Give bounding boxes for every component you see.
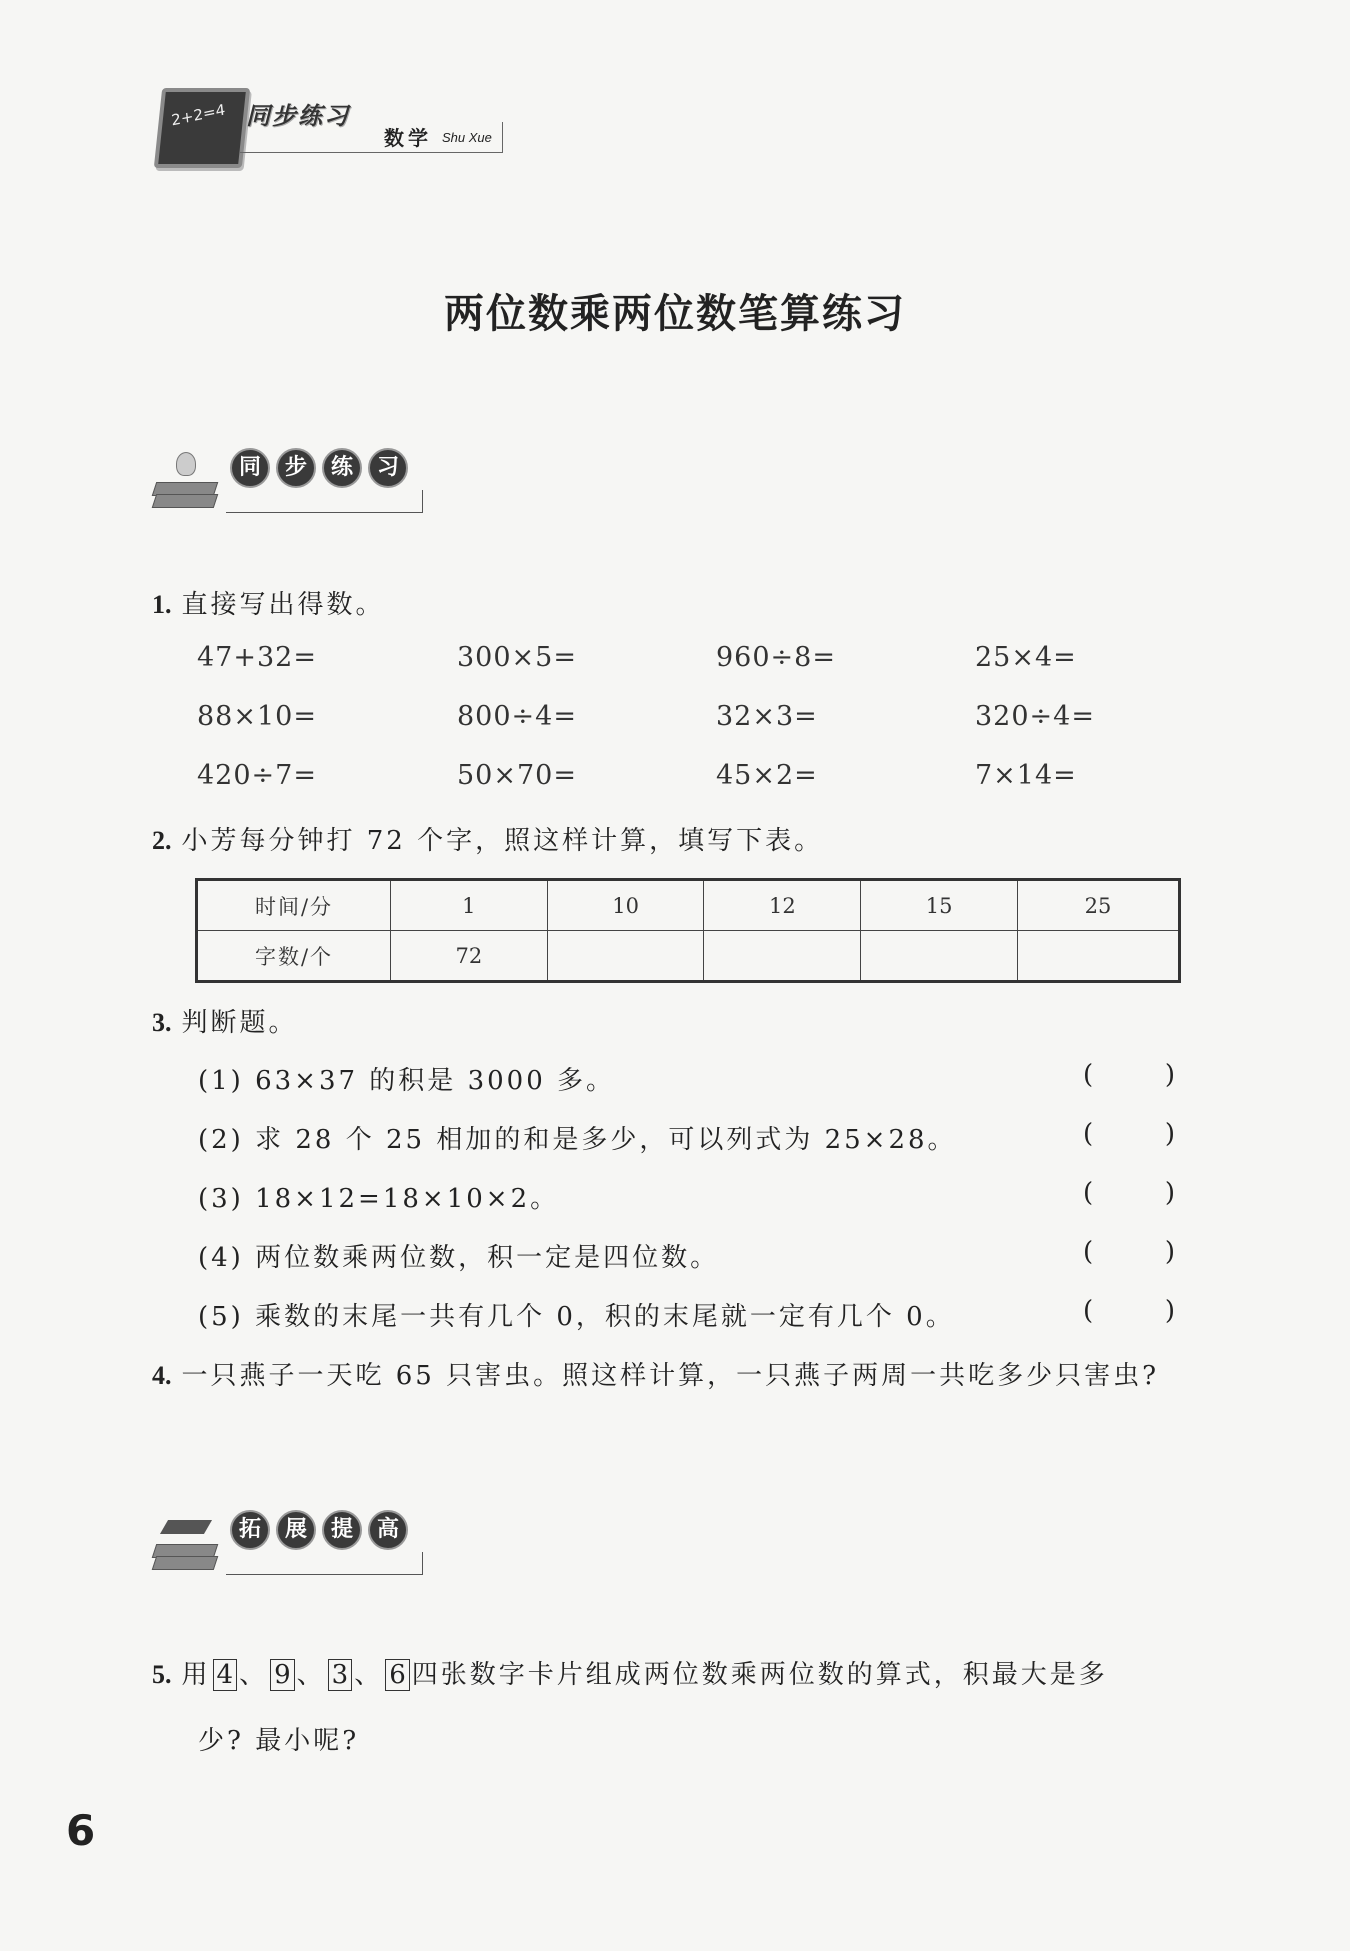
answer-cell[interactable] [704,931,861,982]
table-cell: 10 [547,880,704,931]
judge-item: (1) 63×37 的积是 3000 多。 [198,1066,616,1096]
digit-card: 4 [213,1659,238,1691]
question-2 [152,820,823,857]
section-char: 拓 [230,1510,270,1550]
answer-paren[interactable]: ( ) [1083,1060,1175,1090]
question-number: 4. [152,1361,172,1390]
question-3 [152,1002,298,1039]
separator: 、 [296,1660,326,1690]
section-char: 同 [230,448,270,488]
badge-title: 同步练习 [246,102,350,130]
section-char: 习 [368,448,408,488]
calc-item: 25×4= [975,642,1077,673]
question-4 [152,1355,1159,1392]
answer-cell[interactable] [861,931,1018,982]
question-text: 判断题。 [181,1008,298,1038]
question-number: 3. [152,1008,172,1037]
books-lamp-icon [154,452,218,508]
calc-item: 7×14= [975,760,1077,791]
digit-card: 6 [385,1659,410,1691]
page-number: 6 [66,1806,96,1855]
section-char: 提 [322,1510,362,1550]
table-row [197,931,1180,982]
section-label-extension [230,1510,408,1550]
calc-item: 800÷4= [457,701,577,732]
chalkboard-text: 2+2=4 [170,100,227,130]
table-cell: 72 [391,931,548,982]
question-number: 2. [152,826,172,855]
question-text: 用 [181,1660,211,1690]
section-char: 高 [368,1510,408,1550]
judge-item: (5) 乘数的末尾一共有几个 0，积的末尾就一定有几个 0。 [198,1302,955,1332]
calc-item: 88×10= [197,701,317,732]
subject-pinyin: Shu Xue [442,130,492,145]
calc-item: 300×5= [457,642,577,673]
table-cell: 字数/个 [197,931,391,982]
question-1 [152,584,385,621]
question-5-line2: 少? 最小呢? [198,1726,360,1756]
header-divider [240,152,502,153]
judge-item: (4) 两位数乘两位数，积一定是四位数。 [198,1243,720,1273]
calc-item: 45×2= [716,760,818,791]
page-title: 两位数乘两位数笔算练习 [444,290,906,337]
judge-item: (3) 18×12=18×10×2。 [198,1184,560,1214]
digit-card: 3 [328,1659,353,1691]
answer-cell[interactable] [547,931,704,982]
table-cell: 25 [1017,880,1179,931]
question-text: 小芳每分钟打 72 个字，照这样计算，填写下表。 [181,826,824,856]
calc-item: 32×3= [716,701,818,732]
table-cell: 15 [861,880,1018,931]
calc-item: 47+32= [197,642,317,673]
books-cap-icon [154,1514,218,1570]
table-cell: 1 [391,880,548,931]
table-cell: 时间/分 [197,880,391,931]
chalkboard-icon [154,88,250,168]
section-header-extension [150,1500,450,1580]
subject-name: 数学 [384,126,432,150]
question-text: 一只燕子一天吃 65 只害虫。照这样计算，一只燕子两周一共吃多少只害虫? [181,1361,1160,1391]
section-label-practice [230,448,408,488]
question-5 [152,1654,1108,1691]
answer-paren[interactable]: ( ) [1083,1119,1175,1149]
answer-cell[interactable] [1017,931,1179,982]
subject-label [380,122,503,153]
calc-item: 50×70= [457,760,577,791]
separator: 、 [239,1660,269,1690]
question-text: 直接写出得数。 [181,590,385,620]
typing-table [195,878,1181,983]
section-char: 展 [276,1510,316,1550]
question-number: 1. [152,590,172,619]
digit-card: 9 [270,1659,295,1691]
question-text: 四张数字卡片组成两位数乘两位数的算式，积最大是多 [411,1660,1108,1690]
question-number: 5. [152,1660,172,1689]
table-row [197,880,1180,931]
calc-item: 420÷7= [197,760,317,791]
section-underline [226,490,423,513]
answer-paren[interactable]: ( ) [1083,1178,1175,1208]
section-char: 步 [276,448,316,488]
section-char: 练 [322,448,362,488]
judge-item: (2) 求 28 个 25 相加的和是多少，可以列式为 25×28。 [198,1125,957,1155]
table-cell: 12 [704,880,861,931]
calc-item: 960÷8= [716,642,836,673]
section-header-practice [150,438,450,518]
section-underline [226,1552,423,1575]
answer-paren[interactable]: ( ) [1083,1296,1175,1326]
answer-paren[interactable]: ( ) [1083,1237,1175,1267]
header-badge [150,82,510,174]
separator: 、 [354,1660,384,1690]
calc-item: 320÷4= [975,701,1095,732]
